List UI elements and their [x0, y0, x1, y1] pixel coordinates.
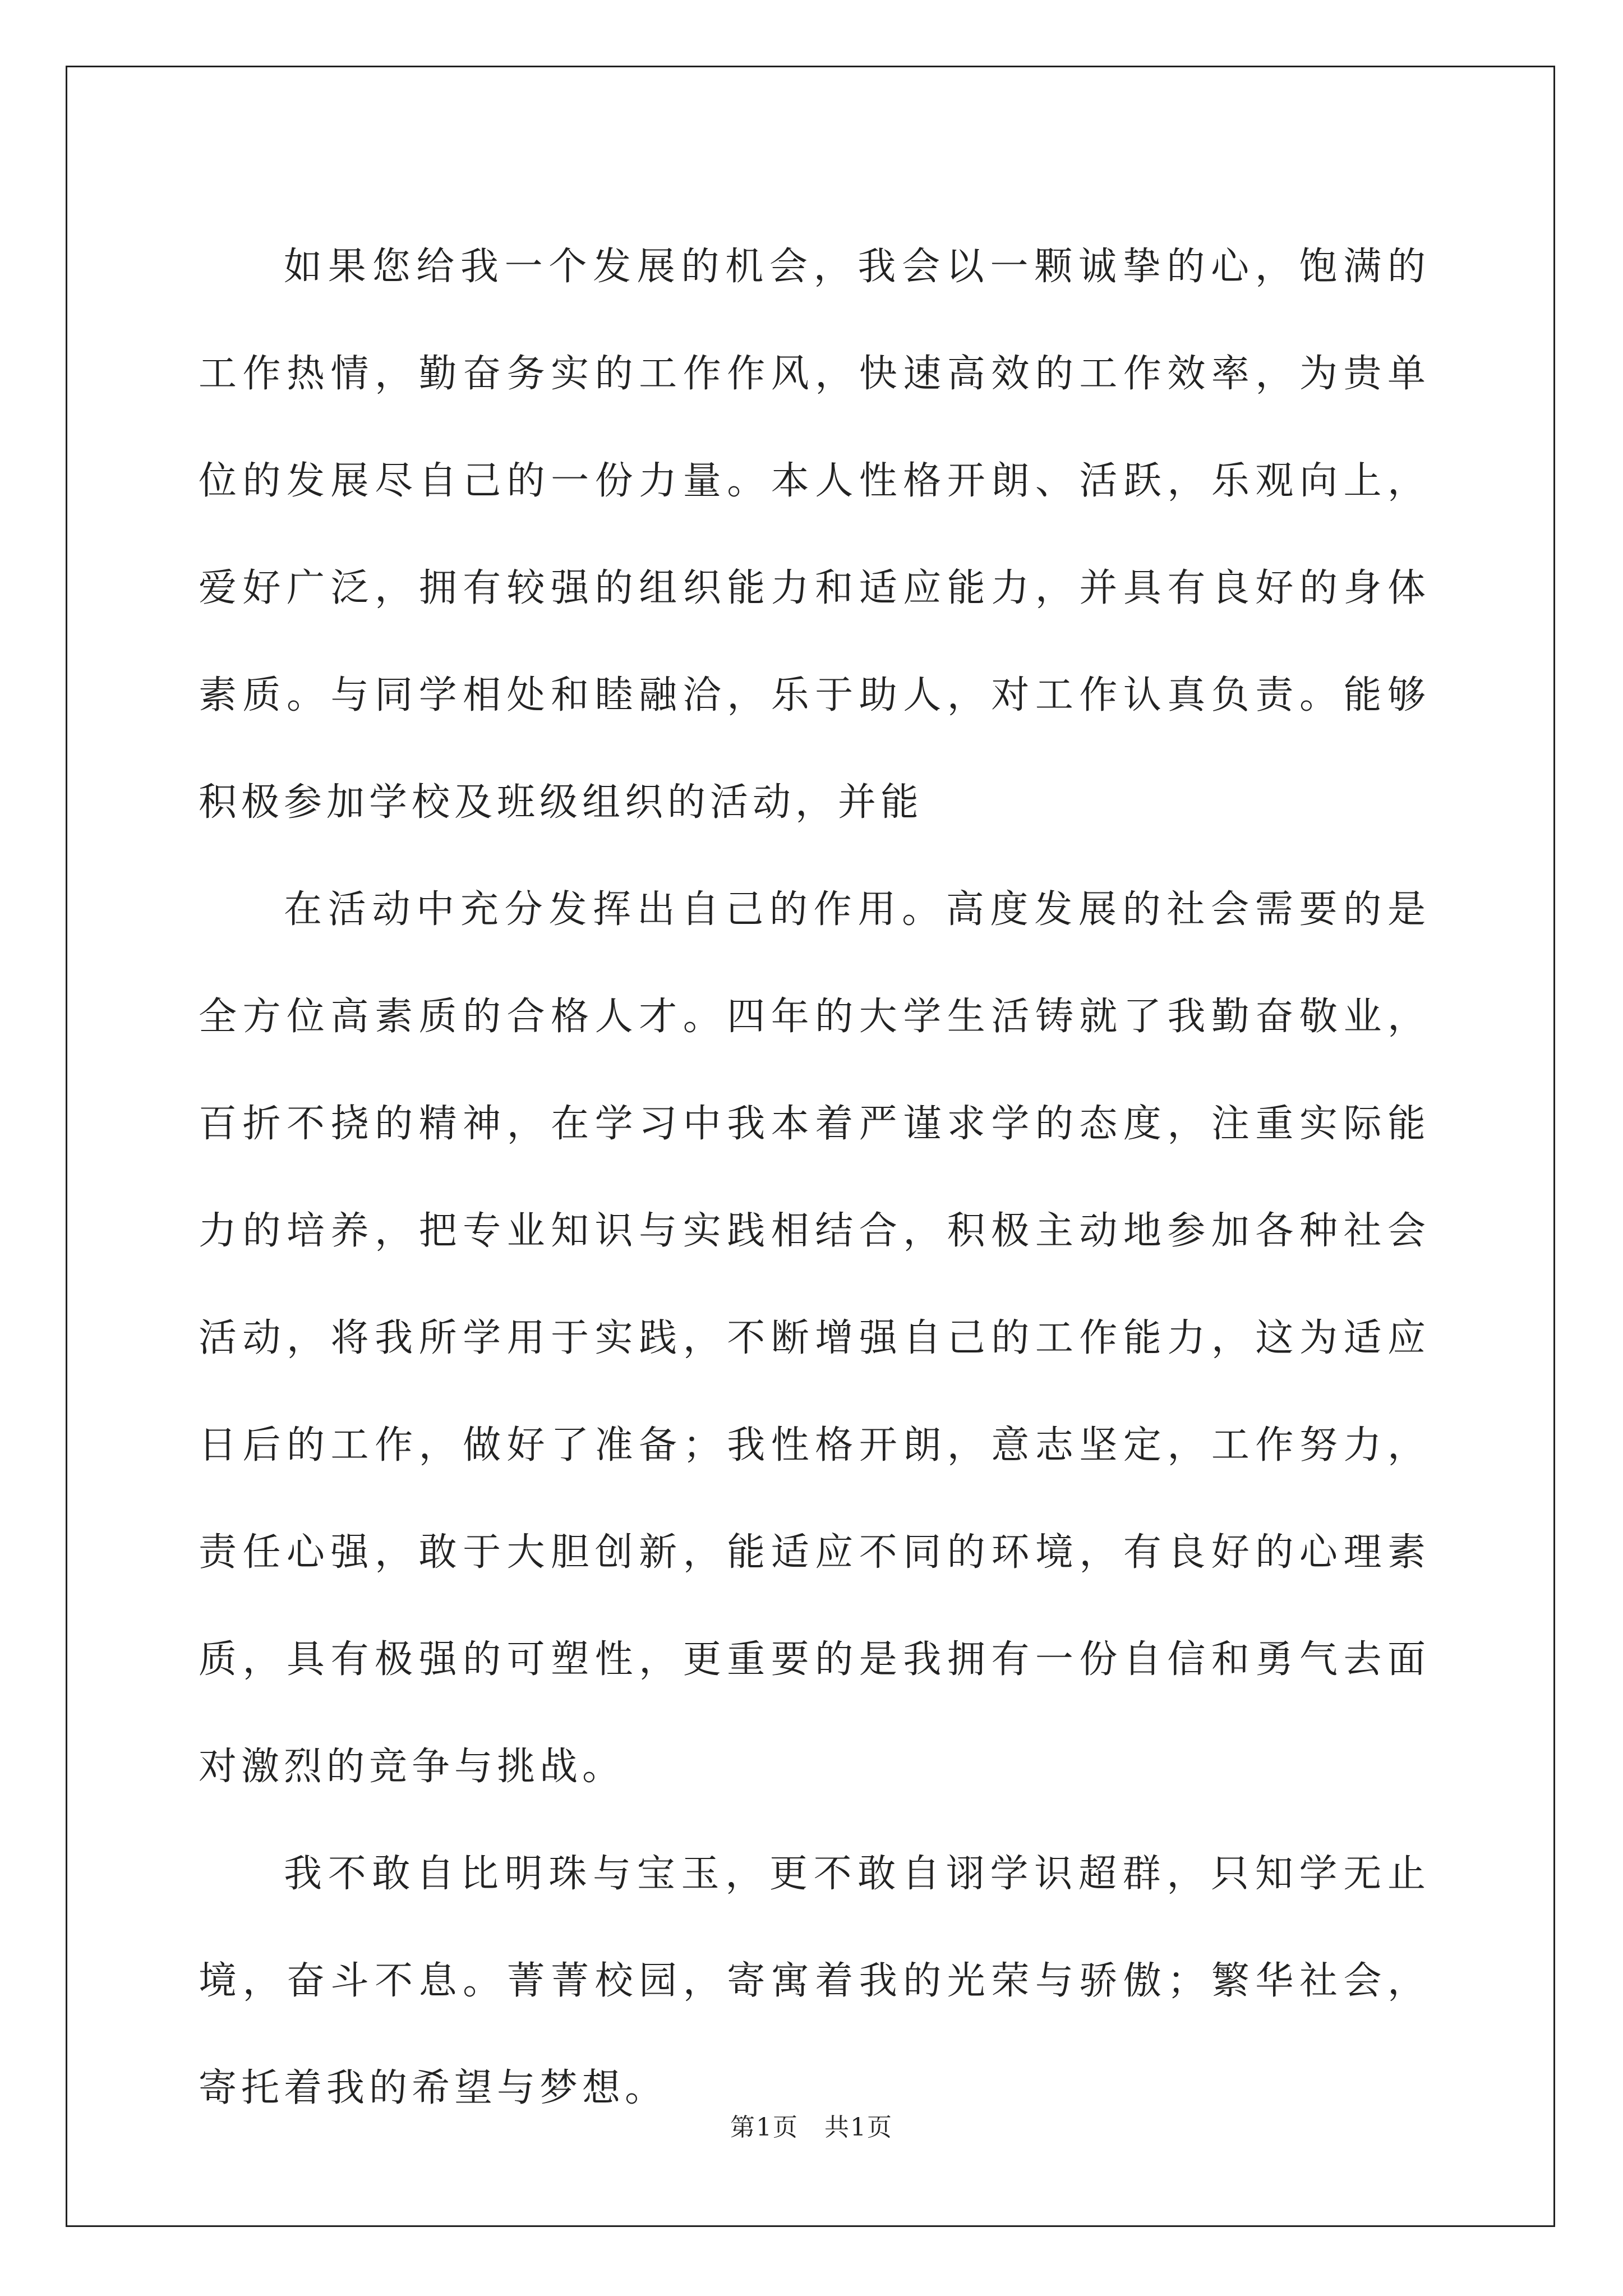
paragraph-1: 如果您给我一个发展的机会，我会以一颗诚挚的心，饱满的工作热情，勤奋务实的工作作风，快速高效的工作效率，为贵单位的发展尽自己的一份力量。本人性格开朗、活跃，乐观向上，爱好广泛，拥有较强的组织能力和适应能力，并具有良好的身体素质。与同学相处和睦融洽，乐于助人，对工作认真负责。能够积极参加学校及班级组织的活动，并能 [199, 245, 1430, 825]
document-body [199, 213, 1430, 2142]
page-footer: 第1页 共1页 [730, 2113, 893, 2142]
paragraph-2: 在活动中充分发挥出自己的作用。高度发展的社会需要的是全方位高素质的合格人才。四年的大学生活铸就了我勤奋敬业，百折不挠的精神，在学习中我本着严谨求学的态度，注重实际能力的培养，把专业知识与实践相结合，积极主动地参加各种社会活动，将我所学用于实践，不断增强自己的工作能力，这为适应日后的工作，做好了准备；我性格开朗，意志坚定，工作努力，责任心强，敢于大胆创新，能适应不同的环境，有良好的心理素质，具有极强的可塑性，更重要的是我拥有一份自信和勇气去面对激烈的竞争与挑战。 [199, 887, 1430, 1789]
paragraph-3: 我不敢自比明珠与宝玉，更不敢自诩学识超群，只知学无止境，奋斗不息。菁菁校园，寄寓着我的光荣与骄傲；繁华社会，寄托着我的希望与梦想。 [199, 1852, 1430, 2110]
